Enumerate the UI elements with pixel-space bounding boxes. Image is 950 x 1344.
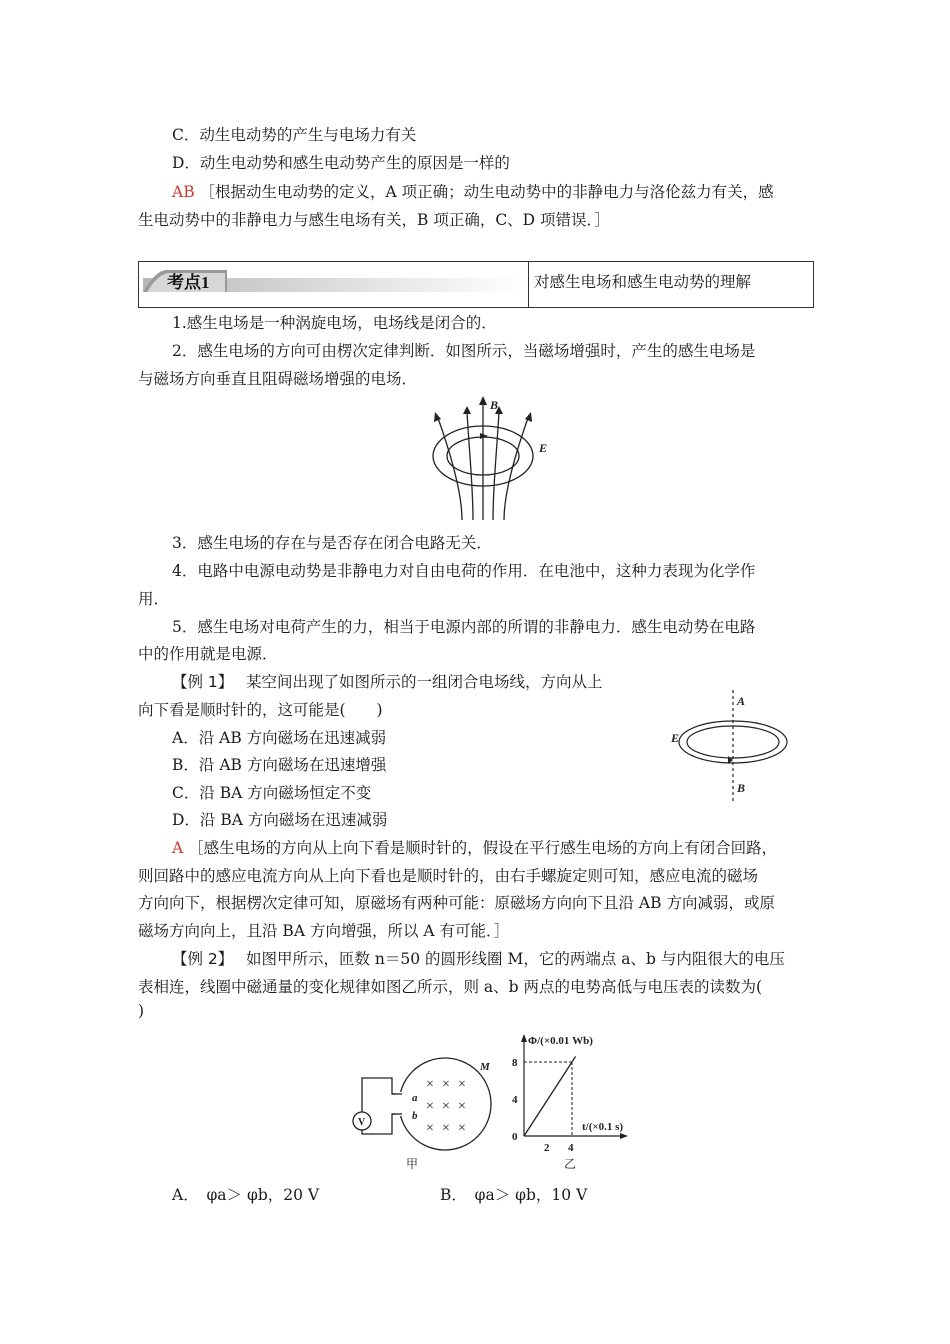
flux-chart xyxy=(504,1030,664,1175)
svg-text:×: × xyxy=(458,1099,466,1114)
voltmeter-label: V xyxy=(358,1117,366,1128)
answer-key: AB xyxy=(172,183,195,201)
example-1-answer-key: A xyxy=(172,839,184,857)
fig-ex1-label-b: B xyxy=(737,781,746,795)
answer-1-line-2: 生电动势中的非静电力与感生电场有关，B 项正确，C、D 项错误．］ xyxy=(138,211,610,229)
example-2-question-line-3: ) xyxy=(138,1002,145,1020)
example-1-question-line-2: 向下看是顺时针的，这可能是( ) xyxy=(138,701,383,719)
y-tick-label: 4 xyxy=(512,1094,518,1106)
example-1-answer-line-2: 则回路中的感应电流方向从上向下看也是顺时针的，由右手螺旋定则可知，感应电流的磁场 xyxy=(138,867,759,885)
example-2-question-line-1 xyxy=(172,947,785,969)
chart-ylabel: Φ/(×0.01 Wb) xyxy=(528,1035,593,1047)
point-2-line-1: 2．感生电场的方向可由楞次定律判断．如图所示，当磁场增强时，产生的感生电场是 xyxy=(172,342,756,360)
svg-text:×: × xyxy=(442,1121,450,1136)
point-4-line-1: 4．电路中电源电动势是非静电力对自由电荷的作用．在电池中，这种力表现为化学作 xyxy=(172,562,756,580)
coil-label-m: M xyxy=(480,1061,490,1073)
y-tick-label: 8 xyxy=(512,1057,518,1069)
example-1-question-line-1 xyxy=(172,670,603,692)
flux-series-line xyxy=(524,1062,572,1136)
chart-xlabel: t/(×0.1 s) xyxy=(582,1121,624,1133)
example-2-option-b: B． φa＞ φb，10 V xyxy=(440,1186,588,1204)
example-2-text: 如图甲所示，匝数 n＝50 的圆形线圈 M，它的两端点 a、b 与内阻很大的电压 xyxy=(245,950,785,968)
x-tick-label: 2 xyxy=(544,1142,550,1154)
answer-text: ［根据动生电动势的定义，A 项正确；动生电动势中的非静电力与洛伦兹力有关，感 xyxy=(199,183,774,201)
svg-text:×: × xyxy=(442,1077,450,1092)
example-1-answer-line-4: 磁场方向向上，且沿 BA 方向增强，所以 A 有可能．］ xyxy=(138,922,510,940)
svg-text:×: × xyxy=(426,1077,434,1092)
flux-series-extension xyxy=(572,1056,576,1062)
fig-ex1-label-a: A xyxy=(737,694,746,708)
section-title: 对感生电场和感生电动势的理解 xyxy=(534,273,752,291)
example-2-option-a: A． φa＞ φb，20 V xyxy=(172,1186,320,1204)
fig1-label-e: E xyxy=(539,441,548,455)
section-badge-cell xyxy=(139,262,529,307)
section-badge-graphic xyxy=(139,262,528,307)
svg-text:×: × xyxy=(458,1077,466,1092)
fig1-label-b: B xyxy=(490,398,499,412)
point-1: 1.感生电场是一种涡旋电场，电场线是闭合的． xyxy=(172,314,497,332)
magnetic-field-crosses xyxy=(426,1077,466,1136)
svg-text:×: × xyxy=(458,1121,466,1136)
answer-1-line-1 xyxy=(172,180,774,202)
closed-field-line-figure xyxy=(668,690,798,802)
figure-yi-caption: 乙 xyxy=(564,1157,577,1171)
svg-text:×: × xyxy=(426,1099,434,1114)
section-badge-text: 考点1 xyxy=(167,273,210,292)
example-1-option-c: C．沿 BA 方向磁场恒定不变 xyxy=(172,784,372,802)
point-5-line-2: 中的作用就是电源． xyxy=(138,645,278,663)
induced-field-ring-figure xyxy=(420,392,560,522)
figure-jia-caption: 甲 xyxy=(406,1157,419,1171)
example-1-option-d: D．沿 BA 方向磁场在迅速减弱 xyxy=(172,811,388,829)
x-tick-label: 4 xyxy=(568,1142,574,1154)
coil-label-b: b xyxy=(412,1110,418,1122)
point-4-line-2: 用． xyxy=(138,590,170,608)
example-1-answer-line-3: 方向向下，根据楞次定律可知，原磁场有两种可能：原磁场方向向下且沿 AB 方向减弱，或原 xyxy=(138,894,775,912)
example-1-text: 某空间出现了如图所示的一组闭合电场线，方向从上 xyxy=(245,673,603,691)
example-2-question-line-2: 表相连，线圈中磁通量的变化规律如图乙所示，则 a、b 两点的电势高低与电压表的读数为( xyxy=(138,978,763,996)
chart-origin-label: 0 xyxy=(512,1131,518,1143)
example-1-answer-text: ［感生电场的方向从上向下看是顺时针的，假设在平行感生电场的方向上有闭合回路， xyxy=(188,839,778,857)
point-2-line-2: 与磁场方向垂直且阻碍磁场增强的电场． xyxy=(138,370,418,388)
example-2-tag: 【例 2】 xyxy=(172,950,226,968)
svg-text:×: × xyxy=(442,1099,450,1114)
coil-label-a: a xyxy=(412,1092,418,1104)
option-c: C．动生电动势的产生与电场力有关 xyxy=(172,126,417,144)
fig-ex1-label-e: E xyxy=(671,731,680,745)
svg-text:×: × xyxy=(426,1121,434,1136)
point-5-line-1: 5．感生电场对电荷产生的力，相当于电源内部的所谓的非静电力．感生电动势在电路 xyxy=(172,618,756,636)
example-1-option-a: A．沿 AB 方向磁场在迅速减弱 xyxy=(172,729,387,747)
coil-voltmeter-figure xyxy=(344,1040,504,1175)
example-1-tag: 【例 1】 xyxy=(172,673,226,691)
example-1-answer-line-1 xyxy=(172,836,777,858)
option-d: D．动生电动势和感生电动势产生的原因是一样的 xyxy=(172,154,510,172)
example-1-option-b: B．沿 AB 方向磁场在迅速增强 xyxy=(172,756,387,774)
point-3: 3．感生电场的存在与是否存在闭合电路无关． xyxy=(172,534,492,552)
